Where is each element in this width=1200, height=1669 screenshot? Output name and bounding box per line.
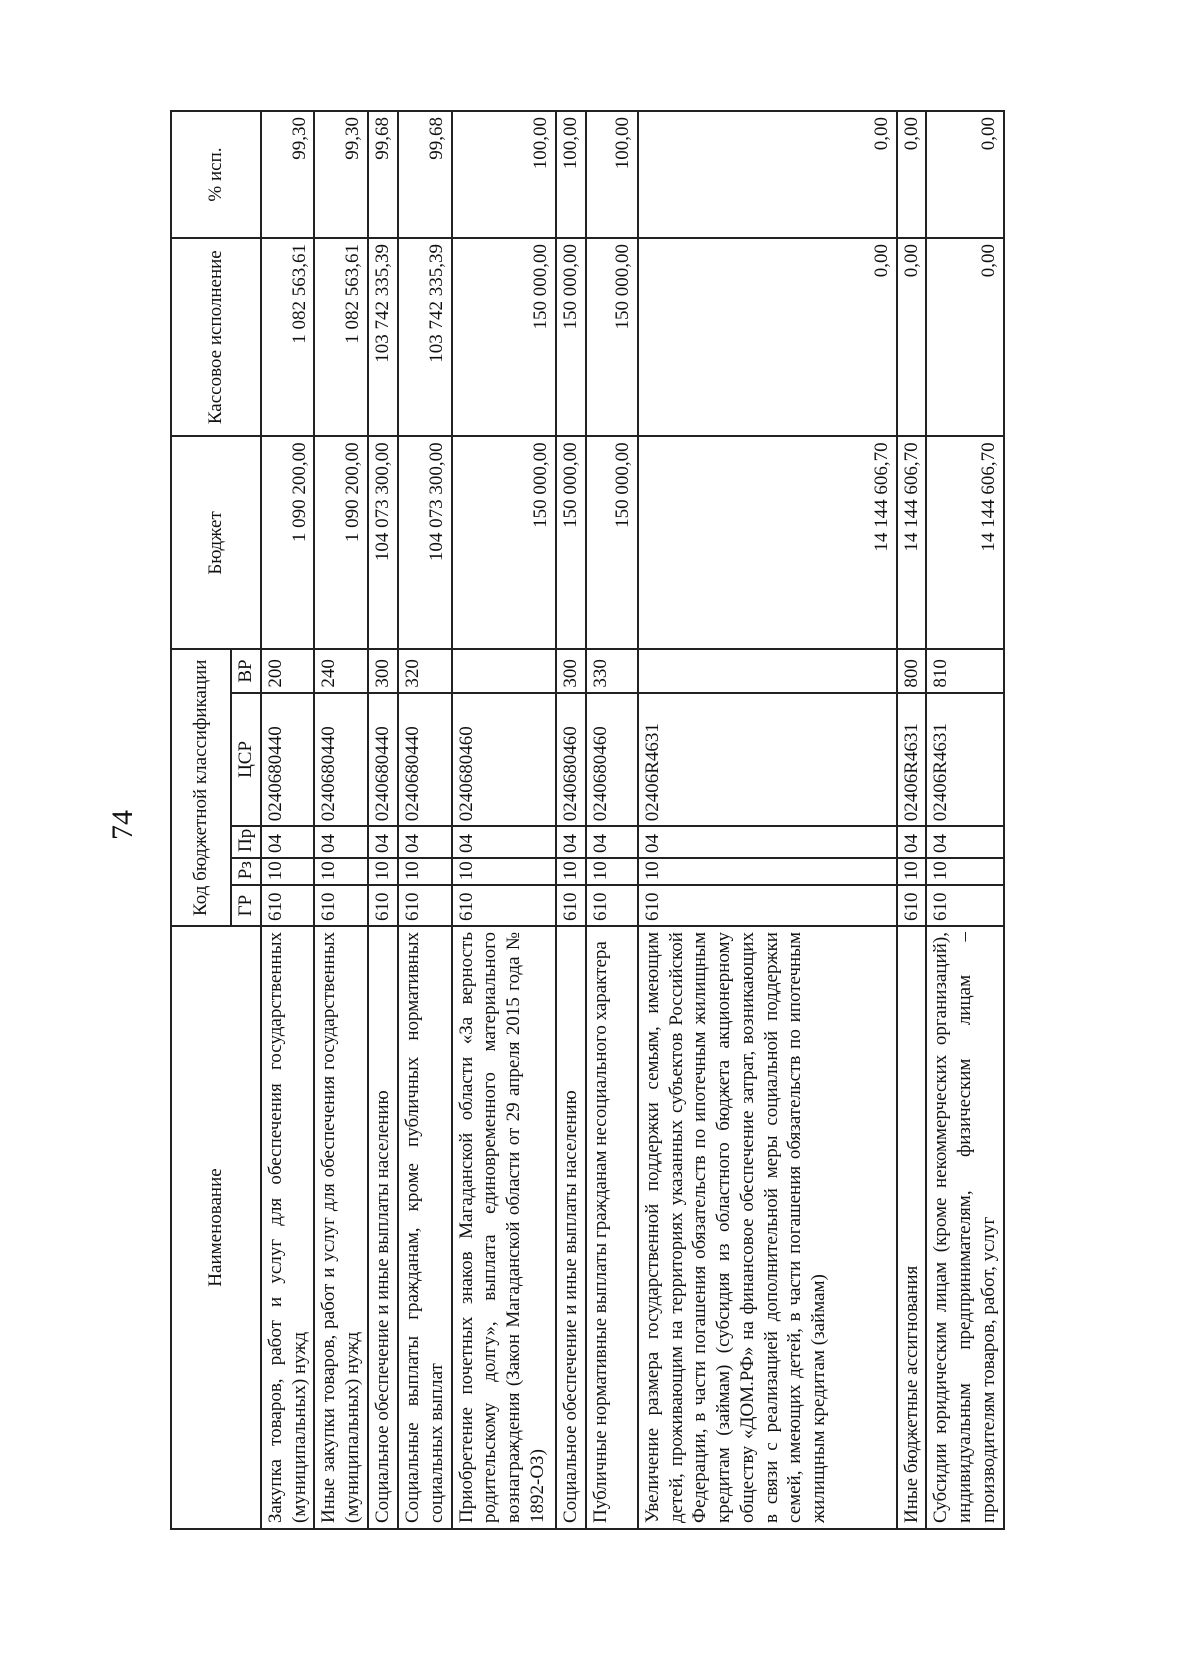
row-pct: 100,00 — [452, 111, 556, 238]
table-row — [638, 111, 897, 1529]
col-header-name: Наименование — [171, 926, 261, 1529]
row-pct: 0,00 — [926, 111, 1004, 238]
row-pct: 99,30 — [261, 111, 315, 238]
row-gr: 610 — [368, 885, 398, 926]
rotated-table-container — [170, 110, 1005, 1530]
page-number: 74 — [106, 810, 139, 840]
row-name: Социальное обеспечение и иные выплаты населению — [368, 926, 398, 1529]
row-vr: 200 — [261, 649, 315, 692]
row-vr: 300 — [556, 649, 586, 692]
row-budget: 14 144 606,70 — [897, 436, 927, 649]
row-pct: 0,00 — [897, 111, 927, 238]
row-pct: 100,00 — [586, 111, 638, 238]
row-pr: 04 — [398, 826, 452, 858]
row-gr: 610 — [586, 885, 638, 926]
table-body — [261, 111, 1004, 1529]
row-vr: 800 — [897, 649, 927, 692]
row-budget: 14 144 606,70 — [926, 436, 1004, 649]
row-pr: 04 — [261, 826, 315, 858]
row-gr: 610 — [897, 885, 927, 926]
row-cash: 103 742 335,39 — [368, 238, 398, 436]
row-name: Закупка товаров, работ и услуг для обеспечения государственных (муниципальных) нужд — [261, 926, 315, 1529]
row-name: Приобретение почетных знаков Магаданской области «За верность родительскому долгу», выплата единовременного материального вознаграждения (Закон Магаданской области от 29 апреля 2015 года № 1892-ОЗ) — [452, 926, 556, 1529]
row-csr: 0240680440 — [314, 693, 368, 827]
row-pct: 99,30 — [314, 111, 368, 238]
table-row — [452, 111, 556, 1529]
col-header-pct: % исп. — [171, 111, 261, 238]
row-budget: 150 000,00 — [586, 436, 638, 649]
budget-table — [170, 110, 1005, 1530]
row-vr: 810 — [926, 649, 1004, 692]
row-pr: 04 — [452, 826, 556, 858]
row-csr: 0240680460 — [556, 693, 586, 827]
table-row — [261, 111, 315, 1529]
row-gr: 610 — [926, 885, 1004, 926]
row-csr: 0240680440 — [368, 693, 398, 827]
row-vr: 330 — [586, 649, 638, 692]
row-rz: 10 — [452, 858, 556, 885]
row-cash: 1 082 563,61 — [261, 238, 315, 436]
row-gr: 610 — [452, 885, 556, 926]
row-gr: 610 — [638, 885, 897, 926]
row-gr: 610 — [261, 885, 315, 926]
col-header-gr: ГР — [231, 885, 261, 926]
row-budget: 104 073 300,00 — [368, 436, 398, 649]
col-header-code-group: Код бюджетной классификации — [171, 649, 231, 926]
row-budget: 150 000,00 — [556, 436, 586, 649]
row-vr — [452, 649, 556, 692]
row-pct: 0,00 — [638, 111, 897, 238]
row-vr: 240 — [314, 649, 368, 692]
row-pr: 04 — [556, 826, 586, 858]
row-csr: 0240680460 — [452, 693, 556, 827]
row-name: Публичные нормативные выплаты гражданам несоциального характера — [586, 926, 638, 1529]
row-name: Увеличение размера государственной поддержки семьям, имеющим детей, проживающим на территориях указанных субъектов Российской Федерации, в части погашения обязательств по ипотечным жилищным кредитам (займам) (субсидия из областного бюджета акционерному обществу «ДОМ.РФ» на финансовое обеспечение затрат, возникающих в связи с реализацией дополнительной меры социальной поддержки семей, имеющих детей, в части погашения обязательств по ипотечным жилищным кредитам (займам) — [638, 926, 897, 1529]
row-pct: 99,68 — [368, 111, 398, 238]
row-pr: 04 — [314, 826, 368, 858]
row-cash: 0,00 — [926, 238, 1004, 436]
row-cash: 150 000,00 — [586, 238, 638, 436]
row-name: Социальное обеспечение и иные выплаты населению — [556, 926, 586, 1529]
row-cash: 1 082 563,61 — [314, 238, 368, 436]
row-csr: 0240680440 — [398, 693, 452, 827]
row-csr: 0240680440 — [261, 693, 315, 827]
row-csr: 02406R4631 — [897, 693, 927, 827]
row-gr: 610 — [314, 885, 368, 926]
row-vr: 300 — [368, 649, 398, 692]
row-pr: 04 — [926, 826, 1004, 858]
row-pct: 100,00 — [556, 111, 586, 238]
row-rz: 10 — [638, 858, 897, 885]
row-name: Иные закупки товаров, работ и услуг для обеспечения государственных (муниципальных) нужд — [314, 926, 368, 1529]
table-row — [897, 111, 927, 1529]
col-header-rz: Рз — [231, 858, 261, 885]
table-row — [586, 111, 638, 1529]
row-budget: 1 090 200,00 — [261, 436, 315, 649]
row-budget: 14 144 606,70 — [638, 436, 897, 649]
table-row — [368, 111, 398, 1529]
row-vr — [638, 649, 897, 692]
row-rz: 10 — [398, 858, 452, 885]
row-gr: 610 — [398, 885, 452, 926]
row-gr: 610 — [556, 885, 586, 926]
col-header-budget: Бюджет — [171, 436, 261, 649]
col-header-csr: ЦСР — [231, 693, 261, 827]
col-header-cash: Кассовое исполнение — [171, 238, 261, 436]
col-header-pr: Пр — [231, 826, 261, 858]
row-pr: 04 — [897, 826, 927, 858]
row-rz: 10 — [368, 858, 398, 885]
row-pr: 04 — [368, 826, 398, 858]
table-row — [398, 111, 452, 1529]
row-cash: 0,00 — [638, 238, 897, 436]
row-rz: 10 — [586, 858, 638, 885]
row-pr: 04 — [638, 826, 897, 858]
row-budget: 150 000,00 — [452, 436, 556, 649]
row-vr: 320 — [398, 649, 452, 692]
row-cash: 0,00 — [897, 238, 927, 436]
row-csr: 0240680460 — [586, 693, 638, 827]
row-pct: 99,68 — [398, 111, 452, 238]
row-name: Социальные выплаты гражданам, кроме публичных нормативных социальных выплат — [398, 926, 452, 1529]
row-csr: 02406R4631 — [926, 693, 1004, 827]
row-csr: 02406R4631 — [638, 693, 897, 827]
row-budget: 104 073 300,00 — [398, 436, 452, 649]
row-rz: 10 — [926, 858, 1004, 885]
table-row — [314, 111, 368, 1529]
row-cash: 103 742 335,39 — [398, 238, 452, 436]
row-name: Субсидии юридическим лицам (кроме некоммерческих организаций), индивидуальным предпринимателям, физическим лицам – производителям товаров, работ, услуг — [926, 926, 1004, 1529]
row-rz: 10 — [897, 858, 927, 885]
row-budget: 1 090 200,00 — [314, 436, 368, 649]
col-header-vr: ВР — [231, 649, 261, 692]
row-pr: 04 — [586, 826, 638, 858]
row-rz: 10 — [556, 858, 586, 885]
row-cash: 150 000,00 — [556, 238, 586, 436]
table-row — [556, 111, 586, 1529]
row-rz: 10 — [261, 858, 315, 885]
table-row — [926, 111, 1004, 1529]
row-name: Иные бюджетные ассигнования — [897, 926, 927, 1529]
row-cash: 150 000,00 — [452, 238, 556, 436]
row-rz: 10 — [314, 858, 368, 885]
